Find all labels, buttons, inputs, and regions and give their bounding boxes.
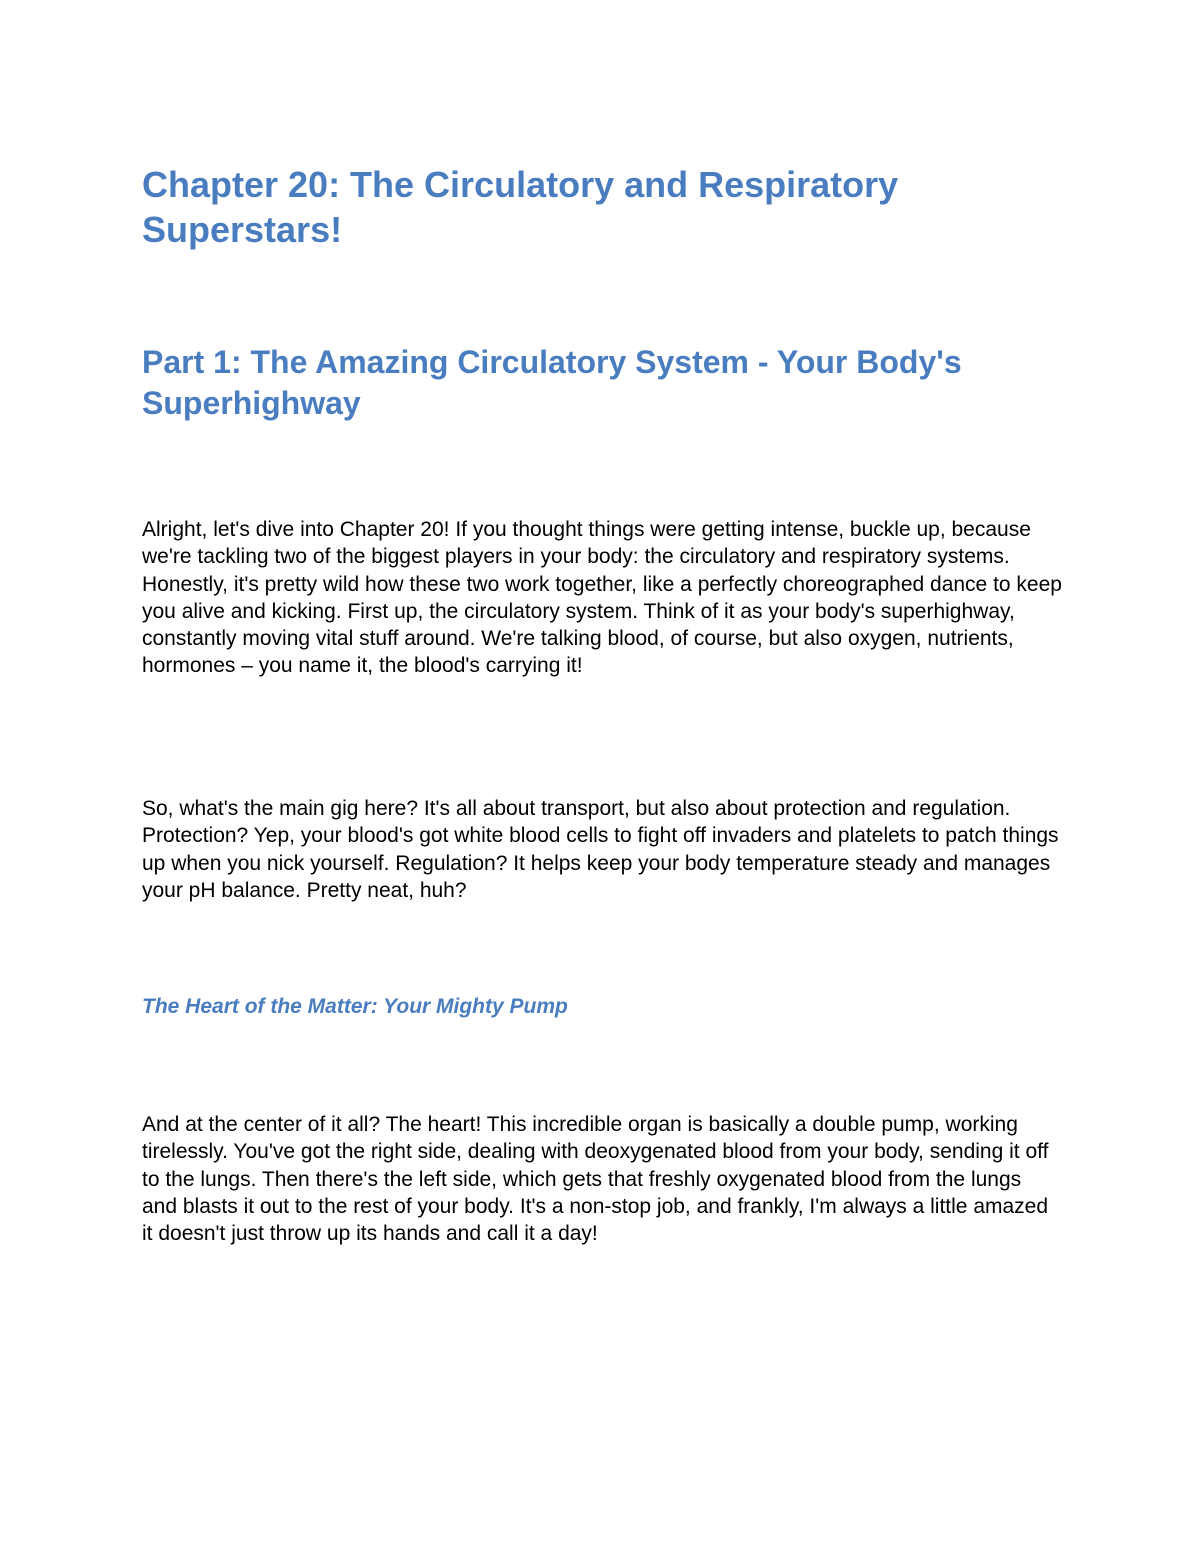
paragraph-heart: And at the center of it all? The heart! This incredible organ is basically a double pump, working tirelessly. You've got the right side, dealing with deoxygenated blood from your body, sending it off to the lungs. Then there's the left side, which gets that freshly oxygenated blood from the lungs and blasts it out to the rest of your body. It's a non-stop job, and frankly, I'm always a little amazed it doesn't just throw up its hands and call it a day!	[142, 1113, 1049, 1246]
part-title: Part 1: The Amazing Circulatory System - Your Body's Superhighway	[142, 344, 962, 421]
chapter-title: Chapter 20: The Circulatory and Respiratory Superstars!	[142, 164, 899, 250]
paragraph-functions: So, what's the main gig here? It's all about transport, but also about protection and regulation. Protection? Yep, your blood's got white blood cells to fight off invaders and platelets to patch things up when you nick yourself. Regulation? It helps keep your body temperature steady and manages your pH balance. Pretty neat, huh?	[142, 797, 1059, 902]
paragraph-intro: Alright, let's dive into Chapter 20! If you thought things were getting intense, buckle up, because we're tackling two of the biggest players in your body: the circulatory and respiratory systems. Honestly, it's pretty wild how these two work together, like a perfectly choreographed dance to keep you alive and kicking. First up, the circulatory system. Think of it as your body's superhighway, constantly moving vital stuff around. We're talking blood, of course, but also oxygen, nutrients, hormones – you name it, the blood's carrying it!	[142, 518, 1062, 678]
section-subheading: The Heart of the Matter: Your Mighty Pump	[142, 995, 568, 1018]
